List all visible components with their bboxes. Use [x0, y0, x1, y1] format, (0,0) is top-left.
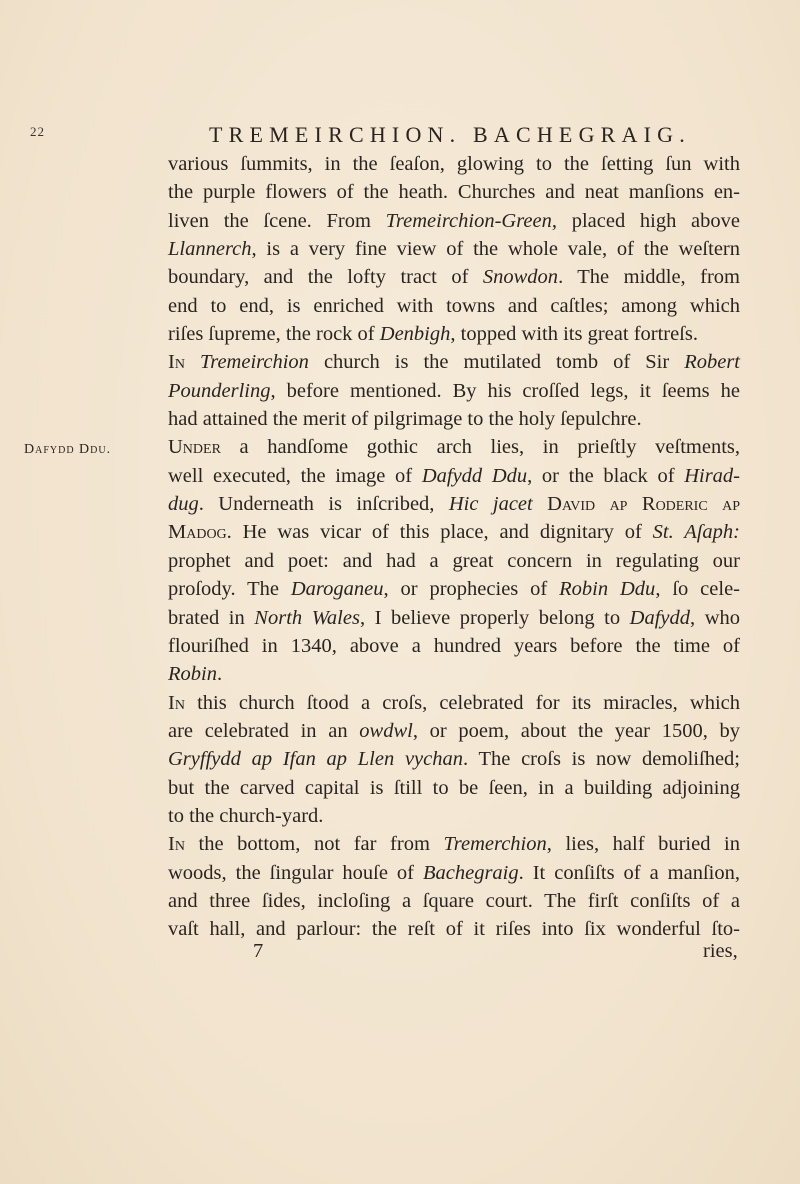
text-line	[168, 802, 740, 830]
text-line	[168, 518, 740, 546]
roman-text: .	[216, 663, 223, 686]
roman-text: and three ſides, incloſing a ſquare court. The firſt conſiſts of a	[168, 889, 740, 912]
small-caps-text: Madog	[168, 521, 227, 544]
roman-text: vaſt hall, and parlour: the reſt of it riſes into ſix wonderful ſto-	[168, 918, 740, 941]
running-head: TREMEIRCHION. BACHEGRAIG.	[209, 122, 691, 147]
page-number: 22	[30, 124, 45, 139]
roman-text: prophet and poet: and had a great concern in regulating our	[168, 549, 740, 572]
text-line	[168, 660, 740, 688]
italic-text: Dafydd Ddu	[421, 464, 528, 487]
roman-text: , I believe properly belong to	[359, 606, 630, 629]
small-caps-text: David ap Roderic ap	[547, 493, 740, 516]
roman-text: the bottom, not far from	[184, 833, 444, 856]
roman-text: proſody. The	[168, 578, 291, 601]
italic-text: Hirad-	[684, 464, 741, 487]
small-caps-text: In	[168, 833, 185, 856]
italic-text: Llannerch	[168, 238, 252, 261]
text-line	[168, 575, 740, 603]
italic-text: Snowdon	[482, 266, 559, 289]
roman-text: end to end, is enriched with towns and caſtles; among which	[168, 294, 740, 317]
text-line	[168, 689, 740, 717]
italic-text: owdwl	[359, 719, 413, 742]
italic-text: Tremeirchion-Green	[385, 209, 552, 232]
text-line	[168, 235, 740, 263]
roman-text: . He was vicar of this place, and dignitary of	[226, 521, 653, 544]
roman-text: a handſome gothic arch lies, in prieſtly veſtments,	[220, 436, 740, 459]
roman-text: to the church-yard.	[168, 804, 324, 827]
text-line	[168, 745, 740, 773]
text-line	[168, 547, 740, 575]
roman-text: brated in	[168, 606, 255, 629]
roman-text: . The croſs is now demoliſhed;	[463, 748, 740, 771]
italic-text: Hic jacet	[448, 493, 533, 516]
italic-text: Robin	[168, 663, 217, 686]
text-line	[168, 320, 740, 348]
roman-text: flouriſhed in 1340, above a hundred years before the time of	[168, 634, 740, 657]
text-line	[168, 150, 740, 178]
italic-text: Gryffydd ap Ifan ap Llen vychan	[168, 748, 463, 771]
text-line	[168, 859, 740, 887]
italic-text: Tremeirchion	[199, 351, 309, 374]
roman-text: this church ſtood a croſs, celebrated for its miracles, which	[184, 691, 740, 714]
roman-text	[185, 351, 200, 373]
roman-text	[533, 493, 547, 515]
text-line	[168, 604, 740, 632]
roman-text: , or the black of	[527, 464, 685, 487]
roman-text: various ſummits, in the ſeaſon, glowing to the ſetting ſun with	[168, 153, 740, 175]
roman-text: , topped with its great fortreſs.	[450, 323, 699, 346]
italic-text: Pounderling	[168, 379, 271, 402]
body-text	[168, 150, 740, 944]
roman-text: . It conſiſts of a manſion,	[518, 861, 740, 884]
italic-text: Tremerchion	[443, 833, 547, 856]
roman-text: , ſo cele-	[655, 578, 740, 601]
text-line	[168, 263, 740, 291]
catchword: ries,	[703, 940, 738, 962]
italic-text: Robin Ddu	[559, 578, 656, 601]
text-line	[168, 830, 740, 858]
italic-text: Robert	[684, 351, 740, 374]
roman-text: , or prophecies of	[383, 578, 560, 601]
text-line	[168, 178, 740, 206]
margin-note: Dafydd Ddu.	[24, 442, 112, 457]
italic-text: dug	[168, 493, 199, 516]
roman-text: liven the ſcene. From	[168, 209, 386, 232]
text-line	[168, 207, 740, 235]
italic-text: North Wales	[254, 606, 360, 629]
text-line	[168, 887, 740, 915]
roman-text: , before mentioned. By his croſſed legs, it ſeems he	[270, 379, 740, 402]
italic-text: Bachegraig	[422, 861, 519, 884]
roman-text: , placed high above	[551, 209, 741, 232]
text-line	[168, 632, 740, 660]
roman-text: . The middle, from	[558, 266, 740, 289]
roman-text: the purple flowers of the heath. Churches and neat manſions en-	[168, 181, 740, 204]
roman-text: , who	[690, 606, 740, 629]
roman-text: are celebrated in an	[168, 719, 360, 742]
text-line	[168, 405, 740, 433]
text-line	[168, 377, 740, 405]
roman-text: boundary, and the lofty tract of	[168, 266, 483, 289]
roman-text: well executed, the image of	[168, 464, 422, 487]
italic-text: Daroganeu	[290, 578, 384, 601]
roman-text: had attained the merit of pilgrimage to the holy ſepulchre.	[168, 408, 642, 431]
text-line	[168, 717, 740, 745]
roman-text: . Underneath is inſcribed,	[198, 493, 449, 516]
roman-text: , is a very fine view of the whole vale, of the weſtern	[251, 238, 740, 261]
roman-text: , lies, half buried in	[546, 833, 741, 856]
signature-mark: 7	[253, 940, 264, 962]
text-line	[168, 292, 740, 320]
text-line	[168, 490, 740, 518]
roman-text: but the carved capital is ſtill to be ſeen, in a building adjoining	[168, 776, 740, 799]
small-caps-text: In	[168, 351, 185, 374]
italic-text: St. Aſaph:	[652, 521, 740, 544]
roman-text: , or poem, about the year 1500, by	[412, 719, 740, 742]
italic-text: Dafydd	[629, 606, 690, 629]
text-line	[168, 462, 740, 490]
small-caps-text: In	[168, 691, 185, 714]
text-line	[168, 433, 740, 461]
roman-text: riſes ſupreme, the rock of	[168, 323, 380, 346]
roman-text: church is the mutilated tomb of Sir	[308, 351, 685, 374]
text-line	[168, 348, 740, 376]
small-caps-text: Under	[168, 436, 221, 459]
roman-text: woods, the ſingular houſe of	[168, 861, 423, 884]
italic-text: Denbigh	[379, 323, 451, 346]
text-line	[168, 774, 740, 802]
